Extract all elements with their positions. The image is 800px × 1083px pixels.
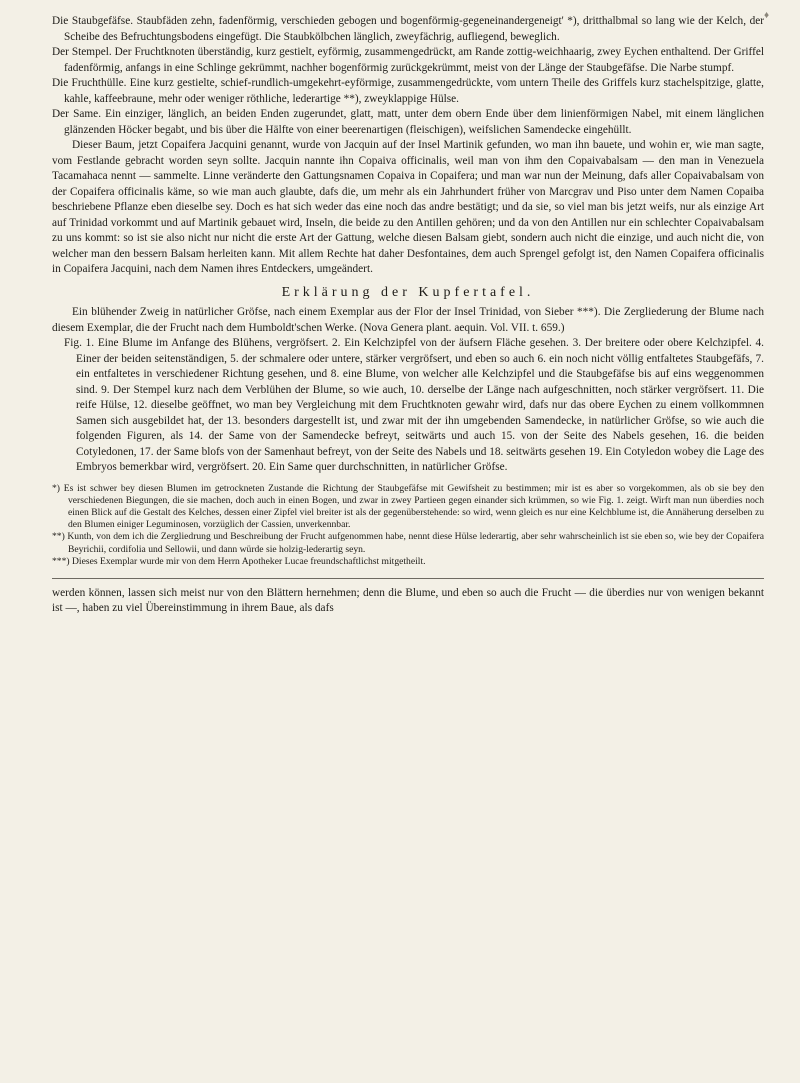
divider-line [52, 578, 764, 579]
footnotes [52, 483, 764, 568]
footnote-1: *) Es ist schwer bey diesen Blumen im getrockneten Zustande die Richtung der Staubgefäfse mit Gewifsheit zu bestimmen; mir ist es aber so vorgekommen, als ob sie bey den verschiedenen Biegungen, die sie machen, doch auch in einen Bogen, und zwar in zwey Partieen gegen einander sich krümmen, so wie Fig. 1. zeigt. Wirft man nun überdies noch einen Blick auf die Gestalt des Kelches, dessen einer Zipfel viel breiter ist als der gegenüberstehende: so wird, wenn gleich es nur eine Kelchblume ist, die Annäherung derselben zu den Blumen einiger Leguminosen, vorzüglich der Cassien, unverkennbar. [52, 482, 764, 531]
paragraph-fruchthuelle: Die Fruchthülle. Eine kurz gestielte, schief-rundlich-umgekehrt-eyförmige, zusammengedrückte, vom untern Theile des Griffels kurz stachelspitzige, glatte, kahle, kaffeebraune, mehr oder weniger röthliche, lederartige **), zweyklappige Hülse. [52, 77, 764, 105]
footnote-3: ***) Dieses Exemplar wurde mir von dem Herrn Apotheker Lucae freundschaftlichst mitgetheilt. [52, 555, 426, 567]
corner-mark: ♦ [764, 10, 770, 21]
footnote-2: **) Kunth, von dem ich die Zergliedrung und Beschreibung der Frucht aufgenommen habe, nennt diese Hülse lederartig, aber sehr wahrscheinlich ist sie eben so, wie bey der Copaifera Beyrichii, cordifolia und Sellowii, und dann würde sie holzig-lederartig seyn. [52, 531, 764, 555]
paragraph-stempel: Der Stempel. Der Fruchtknoten überständig, kurz gestielt, eyförmig, zusammengedrückt, am Rande zottig-weichhaarig, zwey Eychen enthaltend. Der Griffel fadenförmig, anfangs in eine Schlinge gekrümmt, nachher bogenförmig zurückgekrümmt, meist von der Länge der Staubgefäfse. Die Narbe stumpf. [52, 46, 764, 74]
continuation-text: werden können, lassen sich meist nur von den Blättern hernehmen; denn die Blume, und eben so auch die Frucht — die überdies nur von wenigen bekannt ist —, haben zu viel Übereinstimmung in ihrem Baue, als dafs [52, 586, 764, 615]
section-heading: Erklärung der Kupfertafel. [281, 284, 535, 300]
figure-explanations: Fig. 1. Eine Blume im Anfange des Blühens, vergröfsert. 2. Ein Kelchzipfel von der äufsern Fläche gesehen. 3. Der breitere oder obere Kelchzipfel. 4. Einer der beiden seitenständigen, 5. der schmalere oder untere, stärker vergröfsert, und eben so auch 6. ein noch nicht völlig entfaltetes Staubgefäfs, 7. ein entfaltetes in verschiedener Richtung gesehen, und 8. eine Blume, von welcher alle Kelchzipfel und die Staubgefäfse bis auf eins weggenommen sind. 9. Der Stempel kurz nach dem Verblühen der Blume, so wie auch, 10. derselbe der Länge nach aufgeschnitten, noch stärker vergröfsert. 11. Die reife Hülse, 12. dieselbe geöffnet, wo man bey Vergleichung mit dem Fruchtknoten gewahr wird, dafs nur das obere Eychen zu einem vollkommnen Samen sich ausgebildet hat, der 13. besonders dargestellt ist, und zwar mit der ihn umgebenden Samendecke, in natürlicher Gröfse, so wie auch die folgenden Figuren, als 14. der Same von der Samendecke befreyt, seitwärts und auch 15. von der Seite des Nabels gesehen, 16. die beiden Cotyledonen, 17. der Same blofs von der Samenhaut befreyt, von der Seite des Nabels und 18. seitwärts gesehen 19. Ein Cotyledon wobey die Lage des Embryos bemerkbar wird, vergröfsert. 20. Ein Same quer durchschnitten, in natürlicher Gröfse. [64, 337, 764, 473]
page-text [52, 14, 764, 617]
plate-intro: Ein blühender Zweig in natürlicher Gröfse, nach einem Exemplar aus der Flor der Insel Trinidad, von Sieber ***). Die Zergliederung der Blume nach diesem Exemplar, die der Frucht nach dem Humboldt'schen Werke. (Nova Genera plant. aequin. Vol. VII. t. 659.) [52, 306, 764, 334]
paragraph-same: Der Same. Ein einziger, länglich, an beiden Enden zugerundet, glatt, matt, unter dem obern Ende über dem linienförmigen Nabel, mit einem länglichen glänzenden Höcker begabt, und bis über die Hälfte von einer beerenartigen (fleischigen), weifslichen Samendecke eingehüllt. [52, 108, 764, 136]
paragraph-staubgefaesse: Die Staubgefäfse. Staubfäden zehn, fadenförmig, verschieden gebogen und bogenförmig-gegeneinandergeneigt' *), dritthalbmal so lang wie der Kelch, der Scheibe des Befruchtungsbodens eingefügt. Die Staubkölbchen länglich, zweyfächrig, aufliegend, beweglich. [52, 15, 764, 43]
paragraph-history: Dieser Baum, jetzt Copaifera Jacquini genannt, wurde von Jacquin auf der Insel Martinik gefunden, wo man ihn bauete, und wohin er, wie man sagte, vom Festlande gebracht worden seyn sollte. Jacquin nannte ihn Copaiva officinalis, weil man von ihm den Copaivabalsam — den man in Venezuela Tacamahaca nennt — sammelte. Linne veränderte den Gattungsnamen Copaiva in Copaifera; und man war nun der Meinung, dafs aller Copaivabalsam von der Copaifera officinalis käme, so wie man auch glaubte, dafs die, um mehr als ein Jahrhundert früher von Marcgrav und Piso unter dem Namen Copaiba beschriebene Pflanze eben dieselbe sey. Doch es hat sich weder das eine noch das andre bestätigt; und da sie, so viel man bis jetzt weifs, nur als einzige Art auf Trinidad vorkommt und auf Martinik gebauet wird, Inseln, die beide zu den Antillen gehören; und da von den Antillen nur ein schlechter Copaivabalsam zu uns kommt: so ist sie also nicht nur nicht die erste Art der Gattung, welche diesen Balsam giebt, sondern auch nicht die einzige, und auch nicht die, von welcher man den bessern Balsam herleiten kann. Mit allem Rechte hat daher Desfontaines, dem auch Sprengel gefolgt ist, den Namen Copaifera officinalis in Copaifera Jacquini, nach dem Namen ihres Entdeckers, umgeändert. [52, 139, 764, 275]
